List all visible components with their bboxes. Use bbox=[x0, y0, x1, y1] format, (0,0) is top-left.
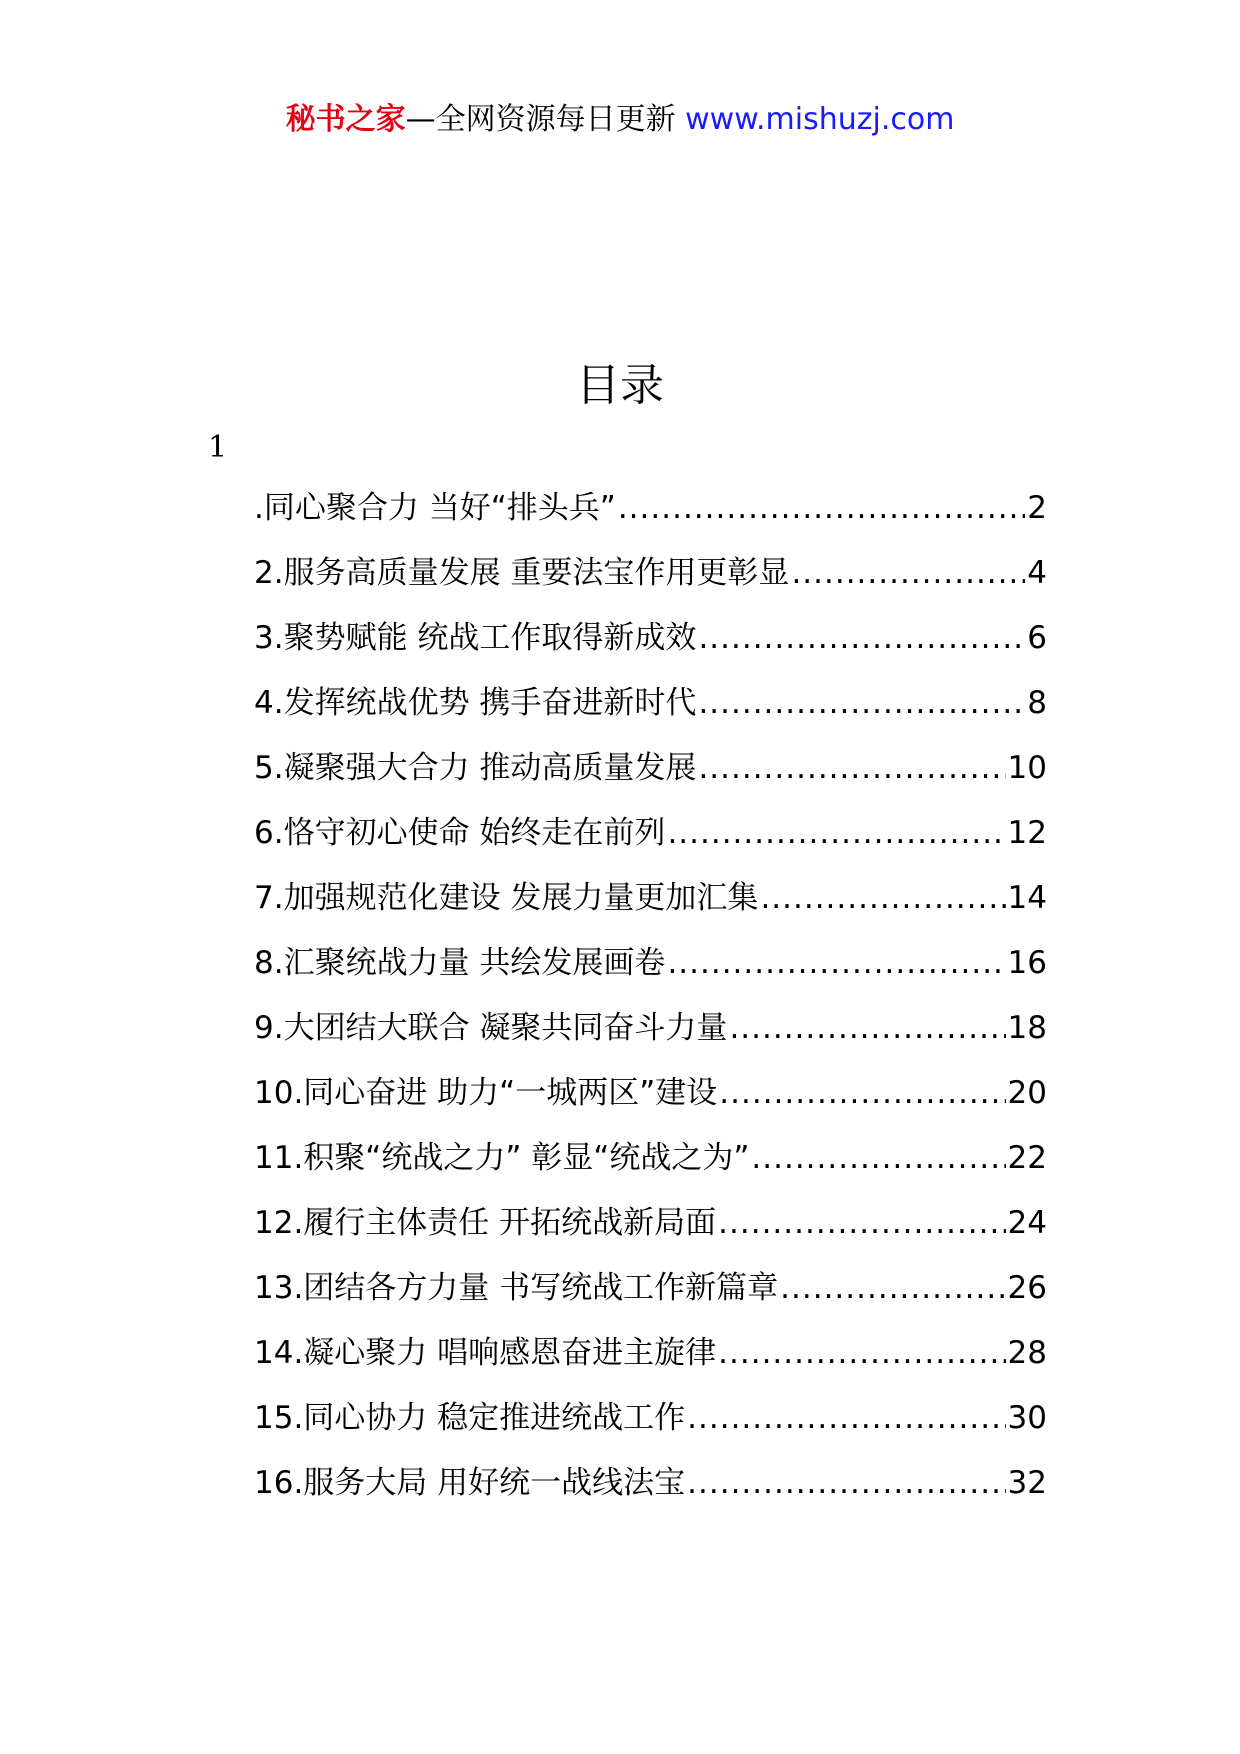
site-header bbox=[0, 100, 1240, 140]
toc-dot-leader bbox=[729, 1008, 1005, 1048]
toc-entry-title: 9.大团结大联合 凝聚共同奋斗力量 bbox=[254, 1010, 728, 1046]
toc-entry-title: 6.恪守初心使命 始终走在前列 bbox=[254, 815, 666, 851]
toc-entry-title: 13.团结各方力量 书写统战工作新篇章 bbox=[254, 1270, 779, 1306]
toc-entry-title: 8.汇聚统战力量 共绘发展画卷 bbox=[254, 945, 666, 981]
toc-dot-leader bbox=[698, 683, 1025, 723]
toc-page-number: 28 bbox=[1007, 1335, 1047, 1371]
toc-dot-leader bbox=[667, 813, 1005, 853]
toc-page-number: 4 bbox=[1027, 555, 1047, 591]
toc-dot-leader bbox=[698, 748, 1005, 788]
toc-entry-title: 14.凝心聚力 唱响感恩奋进主旋律 bbox=[254, 1335, 717, 1371]
toc-entry[interactable] bbox=[254, 1008, 1047, 1073]
toc-dot-leader bbox=[687, 1398, 1005, 1438]
toc-page-number: 22 bbox=[1007, 1140, 1047, 1176]
header-tagline: —全网资源每日更新 bbox=[405, 102, 686, 137]
toc-entry-title: .同心聚合力 当好“排头兵” bbox=[254, 490, 616, 526]
toc-page-number: 6 bbox=[1027, 620, 1047, 656]
toc-dot-leader bbox=[618, 488, 1025, 528]
toc-entry-title: 5.凝聚强大合力 推动高质量发展 bbox=[254, 750, 697, 786]
toc-entry[interactable] bbox=[254, 1333, 1047, 1398]
toc-entry[interactable] bbox=[254, 1398, 1047, 1463]
toc-entry[interactable] bbox=[254, 683, 1047, 748]
toc-dot-leader bbox=[698, 618, 1025, 658]
toc-entry-title: 2.服务高质量发展 重要法宝作用更彰显 bbox=[254, 555, 790, 591]
toc-page-number: 10 bbox=[1007, 750, 1047, 786]
toc-dot-leader bbox=[791, 553, 1025, 593]
brand-name: 秘书之家 bbox=[285, 102, 406, 137]
toc-dot-leader bbox=[780, 1268, 1005, 1308]
toc-page-number: 14 bbox=[1007, 880, 1047, 916]
toc-entry-title: 15.同心协力 稳定推进统战工作 bbox=[254, 1400, 686, 1436]
toc-page-number: 12 bbox=[1007, 815, 1047, 851]
page-number: 1 bbox=[208, 430, 228, 465]
toc-dot-leader bbox=[667, 943, 1005, 983]
toc-page-number: 18 bbox=[1007, 1010, 1047, 1046]
toc-dot-leader bbox=[760, 878, 1005, 918]
toc-page-number: 8 bbox=[1027, 685, 1047, 721]
toc-dot-leader bbox=[751, 1138, 1005, 1178]
toc-dot-leader bbox=[718, 1333, 1005, 1373]
toc-dot-leader bbox=[718, 1203, 1005, 1243]
toc-page-number: 26 bbox=[1007, 1270, 1047, 1306]
page-title: 目录 bbox=[576, 360, 664, 411]
toc-entry-title: 11.积聚“统战之力” 彰显“统战之为” bbox=[254, 1140, 750, 1176]
toc-page-number: 24 bbox=[1007, 1205, 1047, 1241]
toc-dot-leader bbox=[719, 1073, 1005, 1113]
toc-page-number: 32 bbox=[1007, 1465, 1047, 1501]
toc-entry[interactable] bbox=[254, 878, 1047, 943]
toc-page-number: 30 bbox=[1007, 1400, 1047, 1436]
toc-entry[interactable] bbox=[254, 1463, 1047, 1528]
toc-entry-title: 12.履行主体责任 开拓统战新局面 bbox=[254, 1205, 717, 1241]
toc-entry[interactable] bbox=[254, 553, 1047, 618]
toc-entry[interactable] bbox=[254, 1138, 1047, 1203]
toc-page-number: 16 bbox=[1007, 945, 1047, 981]
table-of-contents bbox=[254, 488, 1047, 1528]
toc-entry[interactable] bbox=[254, 813, 1047, 878]
toc-entry[interactable] bbox=[254, 748, 1047, 813]
toc-entry-title: 7.加强规范化建设 发展力量更加汇集 bbox=[254, 880, 759, 916]
toc-entry[interactable] bbox=[254, 488, 1047, 553]
toc-page-number: 2 bbox=[1027, 490, 1047, 526]
toc-entry-title: 10.同心奋进 助力“一城两区”建设 bbox=[254, 1075, 718, 1111]
toc-entry[interactable] bbox=[254, 618, 1047, 683]
site-url-link[interactable]: www.mishuzj.com bbox=[685, 102, 955, 137]
toc-entry-title: 16.服务大局 用好统一战线法宝 bbox=[254, 1465, 686, 1501]
toc-page-number: 20 bbox=[1007, 1075, 1047, 1111]
toc-entry[interactable] bbox=[254, 943, 1047, 1008]
toc-entry[interactable] bbox=[254, 1203, 1047, 1268]
toc-entry[interactable] bbox=[254, 1073, 1047, 1138]
toc-entry-title: 3.聚势赋能 统战工作取得新成效 bbox=[254, 620, 697, 656]
toc-entry-title: 4.发挥统战优势 携手奋进新时代 bbox=[254, 685, 697, 721]
toc-dot-leader bbox=[687, 1463, 1005, 1503]
toc-entry[interactable] bbox=[254, 1268, 1047, 1333]
